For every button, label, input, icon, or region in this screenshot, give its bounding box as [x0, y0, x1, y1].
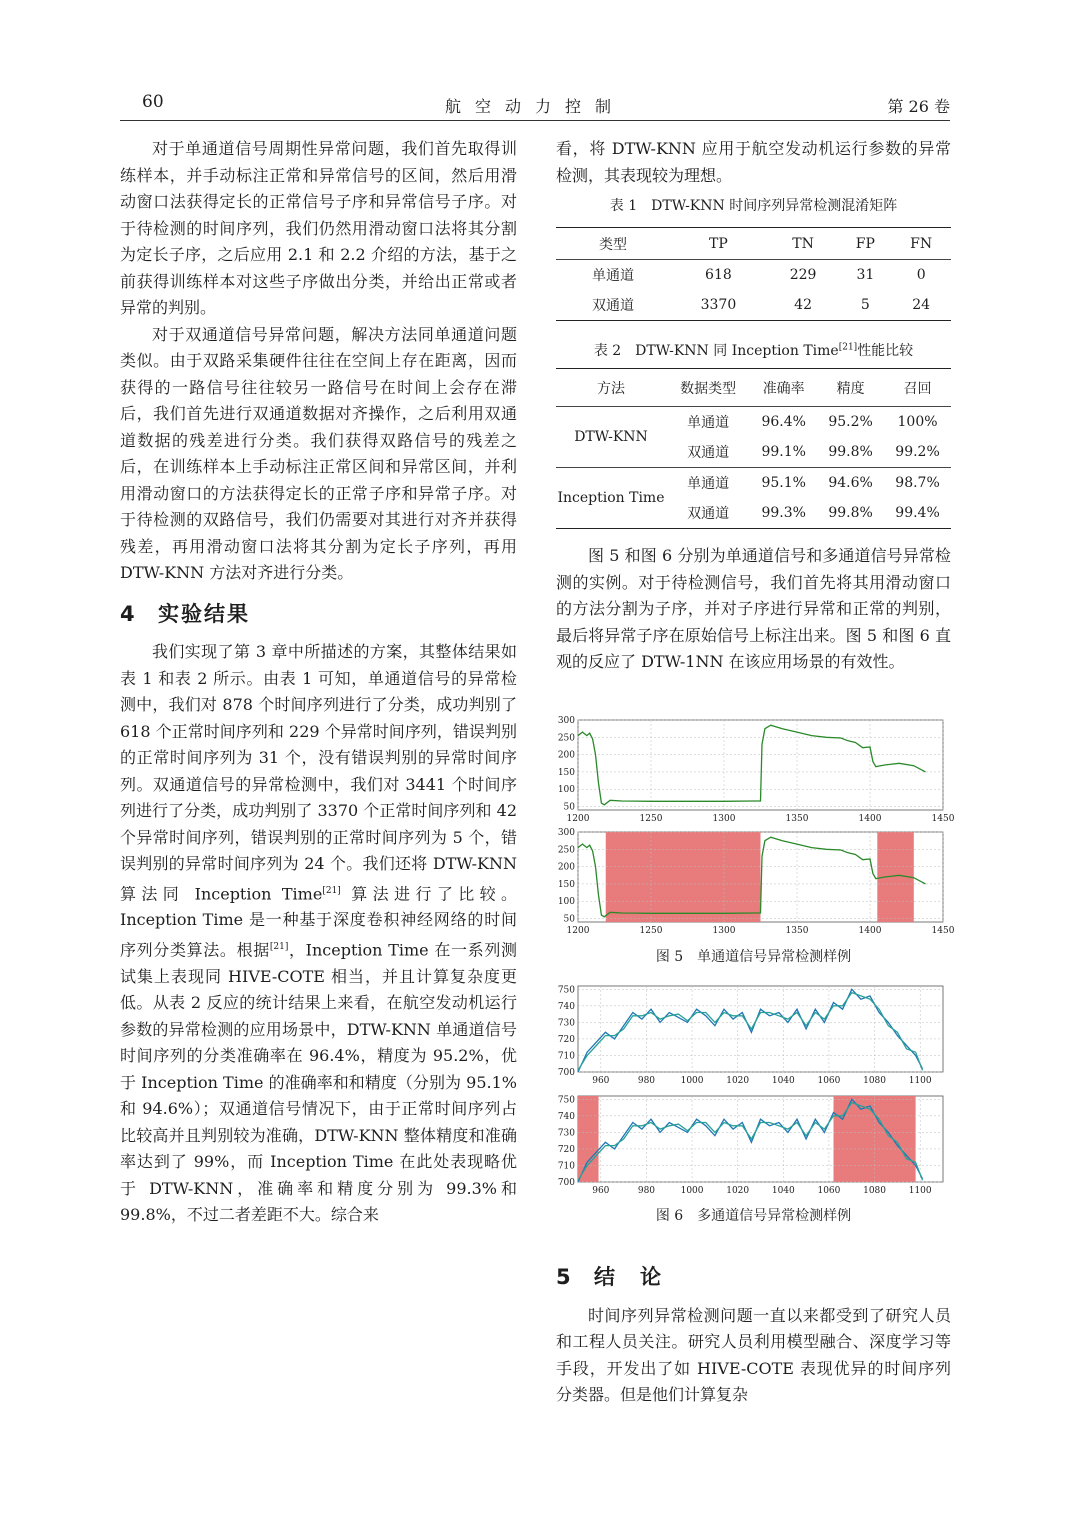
table1 [556, 227, 951, 321]
caption-text: 表 2 DTW-KNN 同 Inception Time [593, 343, 839, 359]
text-run: 我们实现了第 3 章中所描述的方案，其整体结果如表 1 和表 2 所示。由表 1 可知，单通道信号的异常检测中，我们对 878 个时间序列进行了分类，成功判别了 618 个正常时间序列和 229 个异常时间序列，错误判别的正常时间序列为 31 个，没有错误判别的异常时间序列。双通道信号的异常检测中，我们对 3441 个时间序列进行了分类，成功判别了 3370 个正常时间序列和 42 个异常时间序列，错误判别的正常时间序列为 5 个，错误判别的异常时间序列为 24 个。我们还将 DTW-KNN 算法同 Inception Time [120, 642, 517, 903]
fig6-bottom-chart [556, 1090, 951, 1198]
column-header: 方法 [556, 369, 666, 407]
y-tick-label: 200 [557, 862, 575, 873]
citation: [21] [838, 342, 858, 353]
x-tick-label: 1300 [712, 814, 736, 824]
anomaly-region [578, 1096, 599, 1182]
text-run: 算法进行了比较。Inception Time 是一种基于深度卷积神经网络的时间序列分类算法。根据 [120, 883, 517, 960]
anomaly-region [606, 832, 761, 922]
x-tick-label: 1250 [639, 814, 663, 824]
x-tick-label: 1200 [566, 926, 590, 936]
x-tick-label: 1080 [863, 1076, 887, 1086]
running-header [120, 92, 950, 121]
y-tick-label: 250 [557, 733, 575, 744]
x-tick-label: 1200 [566, 814, 590, 824]
column-header: 召回 [884, 369, 951, 407]
journal-name: 航空动力控制 [445, 97, 626, 116]
citation: [21] [322, 885, 341, 896]
column-header: 精度 [817, 369, 884, 407]
fig6-caption: 图 6 多通道信号异常检测样例 [655, 1208, 852, 1224]
section-title: 实验结果 [158, 601, 250, 626]
table-row [556, 260, 951, 291]
section-number: 4 [120, 601, 137, 626]
table-cell: 单通道 [592, 268, 635, 284]
y-tick-label: 100 [557, 897, 575, 908]
column-header: 类型 [556, 228, 670, 260]
paragraph: 图 5 和图 6 分别为单通道信号和多通道信号异常检测的实例。对于待检测信号，我们首先将其用滑动窗口的方法分割为子序，并对子序进行异常和正常的判别，最后将异常子序在原始信号上标注出来。图 5 和图 6 直观的反应了 DTW-1NN 在该应用场景的有效性。 [556, 546, 951, 671]
x-tick-label: 1000 [680, 1186, 704, 1196]
caption-text: 性能比较 [857, 343, 914, 359]
section-heading-4 [120, 601, 517, 628]
paragraph: 对于双通道信号异常问题，解决方法同单通道问题类似。由于双路采集硬件往往在空间上存在距离，因而获得的一路信号往往较另一路信号在时间上会存在滞后，我们首先进行双通道数据对齐操作，之后利用双通道数据的残差进行分类。我们获得双路信号的残差之后，在训练样本上手动标注正常区间和异常区间，并利用滑动窗口的方法获得定长的正常子序和异常子序。对于待检测的双路信号，我们仍需要对其进行对齐并获得残差，再用滑动窗口法将其分割为定长子序列，再用 DTW-KNN 方法对齐进行分类。 [120, 324, 517, 582]
y-tick-label: 700 [557, 1068, 575, 1078]
y-tick-label: 720 [557, 1144, 575, 1155]
x-tick-label: 1040 [771, 1186, 795, 1196]
y-tick-label: 700 [557, 1178, 575, 1188]
fig5-caption: 图 5 单通道信号异常检测样例 [655, 949, 852, 965]
y-tick-label: 200 [557, 750, 575, 761]
x-tick-label: 1250 [639, 926, 663, 936]
x-tick-label: 980 [637, 1076, 656, 1086]
y-tick-label: 50 [563, 914, 575, 925]
y-tick-label: 100 [557, 785, 575, 796]
section-heading-5 [556, 1264, 951, 1291]
table-cell: 99.4% [895, 505, 940, 521]
text-run: ，Inception Time 在一系列测试集上表现同 HIVE-COTE 相当，并且计算复杂度更低。从表 2 反应的统计结果上来看，在航空发动机运行参数的异常检测的应用场景中，DTW-KNN 单通道信号时间序列的分类准确率在 96.4%，精度为 95.2%，优于 Inception Time 的准确率和和精度（分别为 95.1% 和 94.6%）；双通道信号情况下，由于正常时间序列占比较高并且判别较为准确，DTW-KNN 整体精度和准确率达到了 99%，而 Inception Time 在此处表现略优于 DTW-KNN，准确率和精度分别为 99.3%和 99.8%，不过二者差距不大。综合来 [120, 940, 517, 1225]
x-tick-label: 1100 [908, 1186, 932, 1196]
table-cell: 双通道 [592, 298, 635, 314]
y-tick-label: 730 [557, 1128, 575, 1139]
x-tick-label: 1040 [771, 1076, 795, 1086]
y-tick-label: 250 [557, 845, 575, 856]
column-header: FP [839, 228, 891, 260]
y-tick-label: 150 [557, 767, 575, 778]
x-tick-label: 1020 [726, 1186, 750, 1196]
right-column-mid [556, 543, 951, 676]
paragraph [120, 639, 517, 1229]
table-cell: 96.4% [761, 414, 806, 430]
table-cell: 3370 [700, 297, 737, 313]
x-tick-label: 1350 [785, 926, 809, 936]
column-header: 数据类型 [666, 369, 750, 407]
x-tick-label: 1350 [785, 814, 809, 824]
left-column [120, 136, 517, 1229]
table-cell: 0 [916, 267, 926, 283]
x-tick-label: 960 [592, 1076, 610, 1086]
fig5-bottom-chart [556, 826, 955, 938]
x-tick-label: 1400 [858, 926, 882, 936]
table-cell: 双通道 [687, 506, 730, 522]
table-cell: 单通道 [687, 415, 730, 431]
column-header: TP [670, 228, 767, 260]
x-tick-label: 1000 [680, 1076, 704, 1086]
citation: [21] [269, 941, 289, 952]
y-tick-label: 710 [557, 1161, 575, 1172]
y-tick-label: 750 [557, 985, 575, 996]
y-tick-label: 740 [557, 1001, 575, 1012]
table-cell: 229 [789, 267, 817, 283]
table-header-row [556, 369, 951, 407]
x-tick-label: 1060 [817, 1186, 841, 1196]
table-cell: 24 [912, 297, 931, 313]
table-cell: 100% [897, 414, 938, 430]
y-tick-label: 720 [557, 1034, 575, 1045]
table-cell: 95.1% [750, 468, 817, 499]
x-tick-label: 1100 [908, 1076, 932, 1086]
paragraph: 看，将 DTW-KNN 应用于航空发动机运行参数的异常检测，其表现较为理想。 [556, 139, 951, 185]
x-tick-label: 1060 [817, 1076, 841, 1086]
column-header: 准确率 [750, 369, 817, 407]
method-cell: DTW-KNN [574, 429, 648, 445]
table-cell: 42 [794, 297, 812, 313]
y-tick-label: 300 [557, 716, 575, 726]
table2 [556, 368, 951, 529]
table-cell: 98.7% [884, 468, 951, 499]
table-row [556, 407, 951, 438]
x-tick-label: 980 [637, 1186, 656, 1196]
x-tick-label: 1450 [931, 926, 955, 936]
x-tick-label: 1450 [931, 814, 955, 824]
y-tick-label: 150 [557, 879, 575, 890]
page-number: 60 [142, 92, 164, 112]
table-cell: 双通道 [687, 445, 730, 461]
x-tick-label: 1300 [712, 926, 736, 936]
volume-label: 第 26 卷 [887, 97, 950, 116]
column-header: FN [891, 228, 951, 260]
table-cell: 31 [856, 267, 875, 283]
plot-area [578, 986, 943, 1072]
y-tick-label: 730 [557, 1018, 575, 1029]
section-title: 结 论 [594, 1265, 663, 1289]
column-header: TN [767, 228, 840, 260]
paragraph: 对于单通道信号周期性异常问题，我们首先取得训练样本，并手动标注正常和异常信号的区间，然后用滑动窗口法获得定长的正常信号子序和异常信号子序。对于待检测的时间序列，我们仍然用滑动窗口法将其分割为定长子序，之后应用 2.1 和 2.2 介绍的方法，基于之前获得训练样本对这些子序做出分类，并给出正常或者异常的判别。 [120, 139, 517, 317]
table-cell: 99.8% [828, 505, 873, 521]
table-cell: 99.8% [828, 444, 873, 460]
table-cell: 618 [705, 267, 732, 283]
table-header-row [556, 228, 951, 260]
table2-caption [556, 340, 951, 360]
y-tick-label: 740 [557, 1111, 575, 1122]
y-tick-label: 50 [563, 802, 575, 813]
table-row [556, 468, 951, 499]
right-column-bottom [556, 1250, 951, 1409]
table-cell: 94.6% [817, 468, 884, 499]
paragraph: 时间序列异常检测问题一直以来都受到了研究人员和工程人员关注。研究人员利用模型融合、深度学习等手段，开发出了如 HIVE-COTE 表现优异的时间序列分类器。但是他们计算复杂 [556, 1305, 951, 1404]
table-cell: 95.2% [828, 414, 873, 430]
y-tick-label: 750 [557, 1095, 575, 1106]
table-cell: 99.3% [761, 505, 806, 521]
right-column-top [556, 136, 951, 189]
table1-caption: 表 1 DTW-KNN 时间序列异常检测混淆矩阵 [609, 198, 898, 214]
x-tick-label: 1400 [858, 814, 882, 824]
section-number: 5 [556, 1265, 573, 1289]
method-cell: Inception Time [556, 468, 666, 529]
fig6-top-chart [556, 980, 951, 1088]
x-tick-label: 1080 [863, 1186, 887, 1196]
table-cell: 99.2% [895, 444, 940, 460]
table-cell: 5 [860, 297, 870, 313]
x-tick-label: 960 [592, 1186, 610, 1196]
x-tick-label: 1020 [726, 1076, 750, 1086]
table-cell: 单通道 [666, 468, 750, 499]
table-row [556, 290, 951, 321]
fig5-top-chart [556, 714, 955, 826]
y-tick-label: 300 [557, 828, 575, 838]
table-cell: 99.1% [761, 444, 806, 460]
y-tick-label: 710 [557, 1051, 575, 1062]
